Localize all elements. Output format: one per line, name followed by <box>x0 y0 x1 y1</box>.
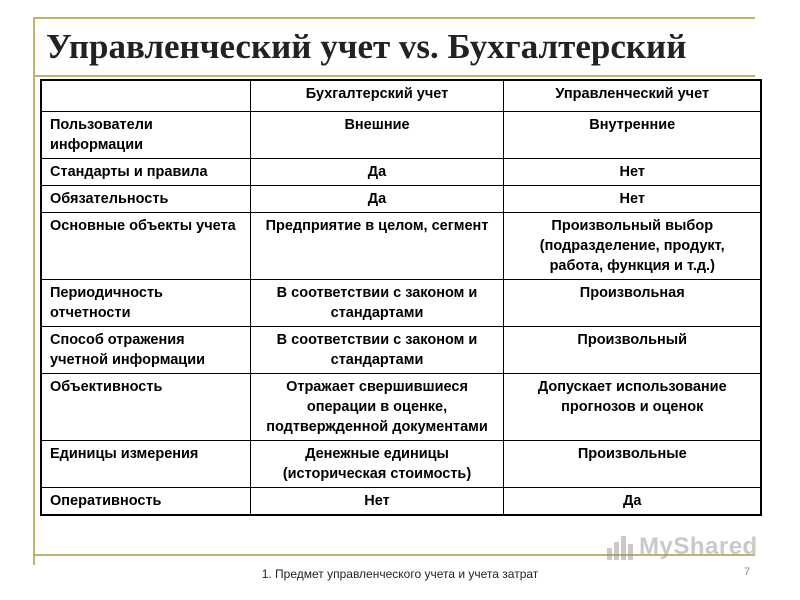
row-financial-cell: Денежные единицы (историческая стоимость) <box>250 441 503 488</box>
row-managerial-cell: Допускает использование прогнозов и оценок <box>503 374 761 441</box>
row-criterion-cell: Способ отражения учетной информации <box>41 327 250 374</box>
header-corner-cell <box>41 80 250 112</box>
row-managerial-cell: Внутренние <box>503 112 761 159</box>
slide-title: Управленческий учет vs. Бухгалтерский <box>46 27 687 66</box>
table-row <box>41 441 761 488</box>
row-financial-cell: Предприятие в целом, сегмент <box>250 213 503 280</box>
row-financial-cell: Да <box>250 159 503 186</box>
header-financial-accounting: Бухгалтерский учет <box>250 80 503 112</box>
table-row <box>41 213 761 280</box>
row-managerial-cell: Нет <box>503 159 761 186</box>
row-criterion-cell: Оперативность <box>41 488 250 516</box>
row-criterion-cell: Пользователи информации <box>41 112 250 159</box>
table-row <box>41 112 761 159</box>
frame-top-line <box>33 17 755 19</box>
row-financial-cell: Нет <box>250 488 503 516</box>
row-financial-cell: В соответствии с законом и стандартами <box>250 327 503 374</box>
row-criterion-cell: Объективность <box>41 374 250 441</box>
table-row <box>41 327 761 374</box>
table-row <box>41 280 761 327</box>
comparison-table <box>40 79 762 516</box>
table-header-row <box>41 80 761 112</box>
row-financial-cell: Внешние <box>250 112 503 159</box>
row-criterion-cell: Обязательность <box>41 186 250 213</box>
row-criterion-cell: Единицы измерения <box>41 441 250 488</box>
slide-page-number: 7 <box>744 566 751 578</box>
row-criterion-cell: Периодичность отчетности <box>41 280 250 327</box>
table-row <box>41 488 761 516</box>
row-financial-cell: Да <box>250 186 503 213</box>
header-managerial-accounting: Управленческий учет <box>503 80 761 112</box>
row-managerial-cell: Да <box>503 488 761 516</box>
myshared-watermark <box>605 532 758 562</box>
row-managerial-cell: Произвольный выбор (подразделение, продукт, работа, функция и т.д.) <box>503 213 761 280</box>
table-row <box>41 374 761 441</box>
row-managerial-cell: Произвольный <box>503 327 761 374</box>
row-managerial-cell: Нет <box>503 186 761 213</box>
slide-footer-caption: 1. Предмет управленческого учета и учета затрат <box>261 567 539 581</box>
row-criterion-cell: Стандарты и правила <box>41 159 250 186</box>
frame-left-line <box>33 17 35 565</box>
row-managerial-cell: Произвольные <box>503 441 761 488</box>
table-row <box>41 186 761 213</box>
watermark-text: MyShared <box>639 533 758 560</box>
table-body <box>41 112 761 516</box>
row-managerial-cell: Произвольная <box>503 280 761 327</box>
row-financial-cell: В соответствии с законом и стандартами <box>250 280 503 327</box>
table-row <box>41 159 761 186</box>
row-financial-cell: Отражает свершившиеся операции в оценке, подтвержденной документами <box>250 374 503 441</box>
row-criterion-cell: Основные объекты учета <box>41 213 250 280</box>
bar-chart-logo-icon <box>605 532 635 562</box>
